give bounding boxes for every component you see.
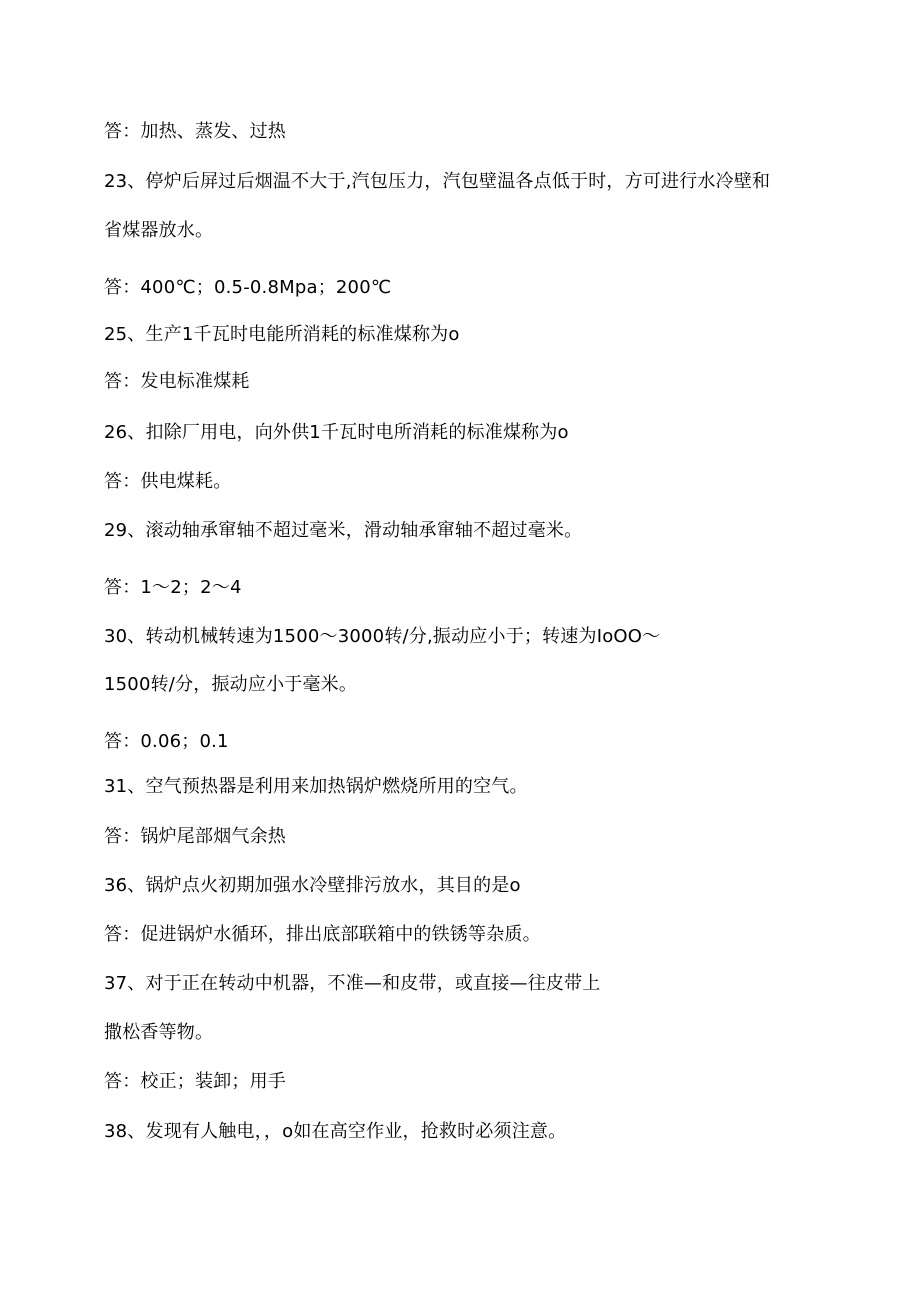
answer-line: 答：0.06；0.1 [104, 731, 229, 752]
question-line-continued: 撒松香等物。 [104, 1022, 214, 1043]
question-line: 23、停炉后屏过后烟温不大于,汽包压力，汽包壁温各点低于时，方可进行水冷壁和 [104, 171, 771, 192]
question-line: 36、锅炉点火初期加强水冷壁排污放水，其目的是o [104, 875, 521, 896]
question-line: 25、生产1千瓦时电能所消耗的标准煤称为o [104, 324, 460, 345]
answer-line: 答：锅炉尾部烟气余热 [104, 826, 286, 847]
question-line: 31、空气预热器是利用来加热锅炉燃烧所用的空气。 [104, 776, 528, 797]
answer-line: 答：加热、蒸发、过热 [104, 121, 286, 142]
question-line: 30、转动机械转速为1500〜3000转/分,振动应小于；转速为IoOO〜 [104, 626, 661, 647]
question-line: 26、扣除厂用电，向外供1千瓦时电所消耗的标准煤称为o [104, 422, 569, 443]
answer-line: 答：供电煤耗。 [104, 471, 232, 492]
question-line: 37、对于正在转动中机器，不准—和皮带，或直接—往皮带上 [104, 973, 601, 994]
question-line: 29、滚动轴承窜轴不超过毫米，滑动轴承窜轴不超过毫米。 [104, 520, 583, 541]
question-line-continued: 1500转/分，振动应小于毫米。 [104, 674, 358, 695]
answer-line: 答：400℃；0.5-0.8Mpa；200℃ [104, 277, 392, 298]
question-line-continued: 省煤器放水。 [104, 220, 214, 241]
answer-line: 答：发电标准煤耗 [104, 371, 250, 392]
answer-line: 答：促进锅炉水循环，排出底部联箱中的铁锈等杂质。 [104, 924, 541, 945]
answer-line: 答：校正；装卸；用手 [104, 1071, 286, 1092]
answer-line: 答：1〜2；2〜4 [104, 577, 242, 598]
question-line: 38、发现有人触电，，o如在高空作业，抢救时必须注意。 [104, 1121, 567, 1142]
